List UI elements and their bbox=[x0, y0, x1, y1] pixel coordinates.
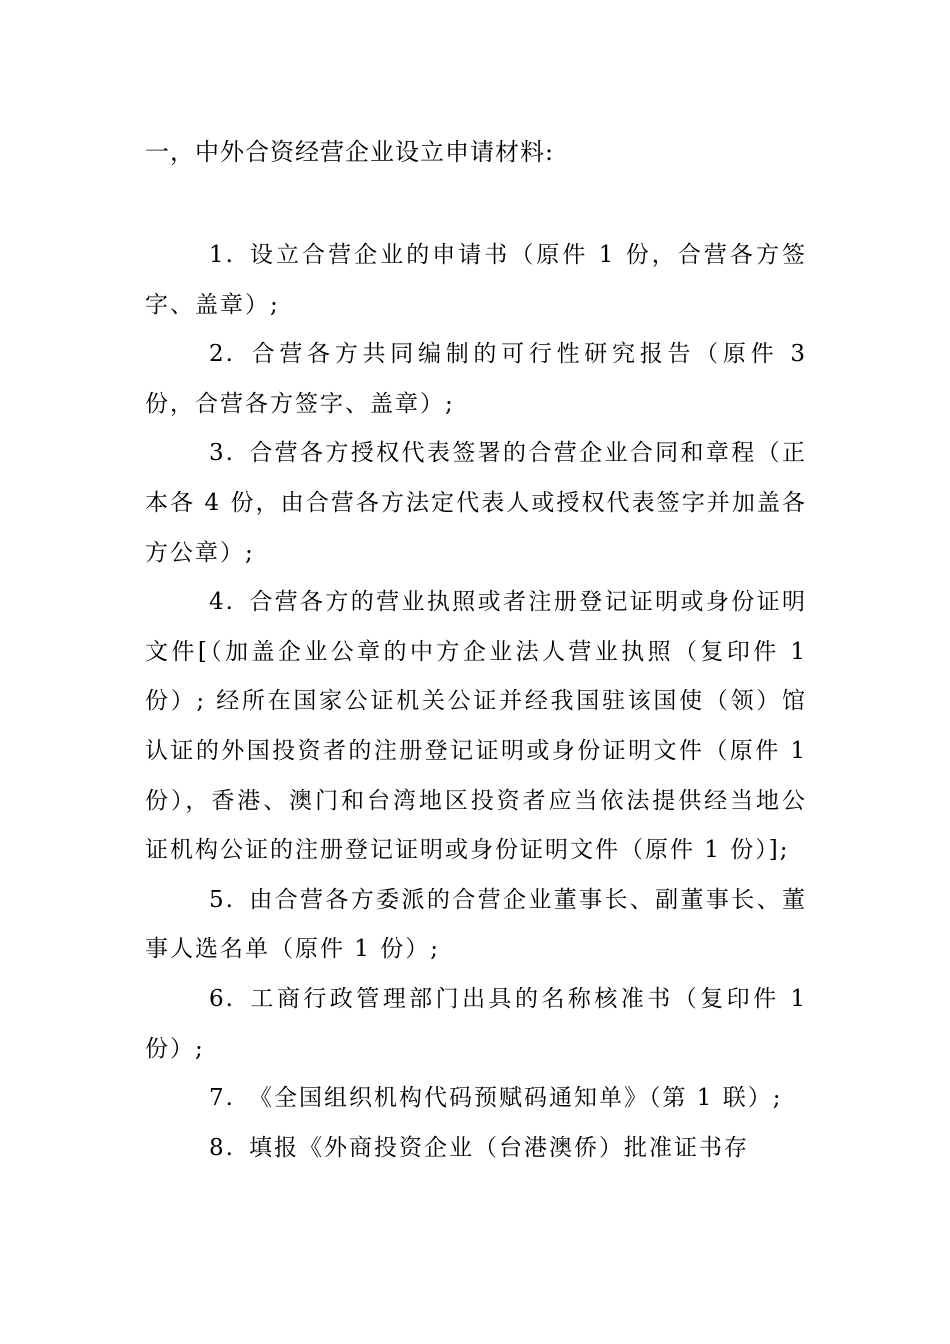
item-number: 2. bbox=[209, 341, 235, 368]
item-number: 5. bbox=[209, 886, 235, 913]
list-item bbox=[145, 231, 807, 330]
item-number: 4. bbox=[209, 589, 235, 616]
list-item bbox=[145, 330, 807, 429]
item-text: 《全国组织机构代码预赋码通知单》（第 1 联）; bbox=[248, 1085, 783, 1112]
item-number: 3. bbox=[209, 440, 235, 467]
list-item bbox=[145, 578, 807, 876]
item-text: 由合营各方委派的合营企业董事长、副董事长、董事人选名单（原件 1 份）; bbox=[145, 886, 807, 963]
requirements-list bbox=[145, 231, 807, 1173]
list-item bbox=[145, 876, 807, 975]
item-text: 合营各方授权代表签署的合营企业合同和章程（正本各 4 份，由合营各方法定代表人或授权代表签字并加盖各方公章）; bbox=[145, 440, 807, 566]
item-number: 7. bbox=[209, 1085, 235, 1112]
item-text: 合营各方共同编制的可行性研究报告（原件 3 份，合营各方签字、盖章）; bbox=[145, 341, 807, 417]
list-item bbox=[145, 1124, 807, 1174]
item-text: 合营各方的营业执照或者注册登记证明或身份证明文件[（加盖企业公章的中方企业法人营业执照（复印件 1 份）; 经所在国家公证机关公证并经我国驻该国使（领）馆认证的外国投资者的注册登记证明或身份证明文件（原件 1 份），香港、澳门和台湾地区投资者应当依法提供经当地公证机构公证的注册登记证明或身份证明文件（原件 1 份）]; bbox=[145, 589, 807, 864]
item-number: 1. bbox=[209, 242, 235, 268]
item-text: 填报《外商投资企业（台港澳侨）批准证书存 bbox=[248, 1134, 749, 1161]
item-text: 工商行政管理部门出具的名称核准书（复印件 1 份）; bbox=[145, 985, 807, 1062]
item-number: 8. bbox=[209, 1134, 235, 1161]
list-item bbox=[145, 975, 807, 1074]
item-text: 设立合营企业的申请书（原件 1 份，合营各方签字、盖章）; bbox=[145, 242, 807, 318]
section-heading: 一，中外合资经营企业设立申请材料: bbox=[145, 138, 555, 166]
list-item bbox=[145, 429, 807, 578]
list-item bbox=[145, 1074, 807, 1124]
item-number: 6. bbox=[209, 985, 235, 1012]
